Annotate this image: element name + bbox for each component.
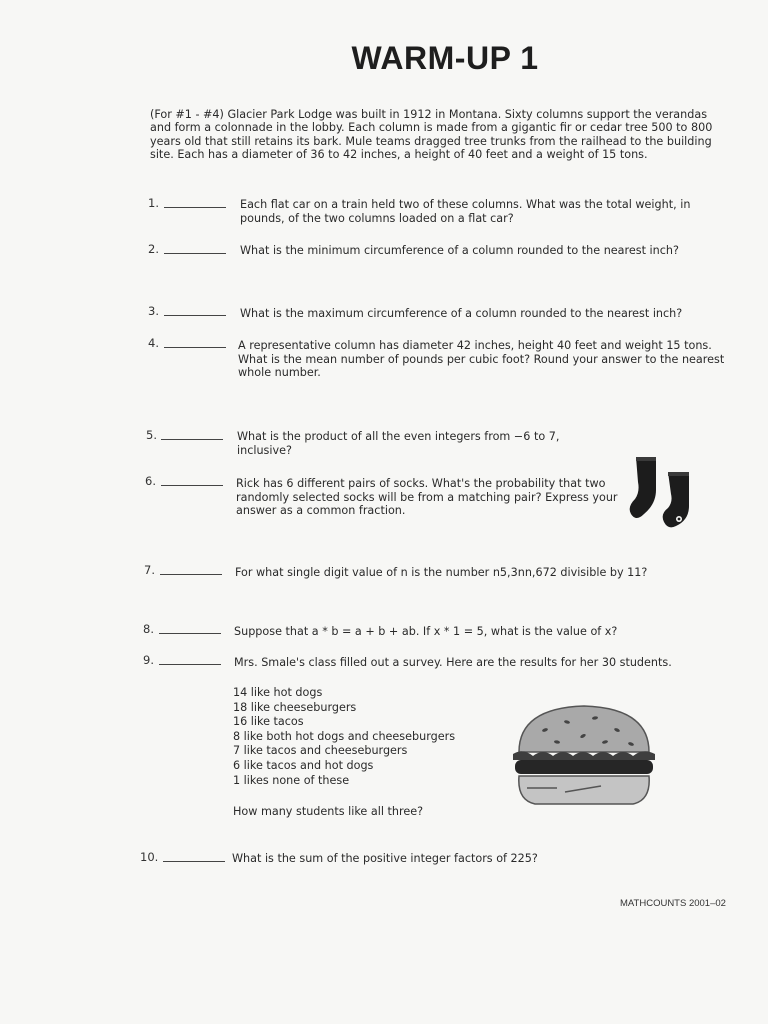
- problem-number: 7.: [144, 563, 155, 577]
- answer-blank[interactable]: [164, 253, 226, 254]
- survey-line: 6 like tacos and hot dogs: [233, 758, 374, 772]
- intro-paragraph: (For #1 - #4) Glacier Park Lodge was built in 1912 in Montana. Sixty columns support the verandas and form a colonnade in the lobby. Each column is made from a gigantic fir or cedar tree 500 to 800 years old that still retains its bark. Mule teams dragged tree trunks from the railhead to the building site. Each has a diameter of 36 to 42 inches, a height of 40 feet and a weight of 15 tons.: [150, 108, 713, 162]
- problem-text: Suppose that a * b = a + b + ab. If x * 1 = 5, what is the value of x?: [234, 625, 618, 638]
- answer-blank[interactable]: [159, 664, 221, 665]
- page-title: WARM-UP 1: [351, 40, 539, 76]
- survey-line: 14 like hot dogs: [233, 686, 323, 699]
- survey-results: [233, 686, 493, 788]
- answer-blank[interactable]: [164, 347, 226, 348]
- survey-line: 18 like cheeseburgers: [233, 700, 357, 714]
- answer-blank[interactable]: [161, 485, 223, 486]
- problem-number: 9.: [143, 653, 154, 667]
- answer-blank[interactable]: [159, 633, 221, 634]
- problem-text: A representative column has diameter 42 inches, height 40 feet and weight 15 tons. What is the mean number of pounds per cubic foot? Round your answer to the nearest whole number.: [238, 339, 725, 380]
- problem-text: What is the sum of the positive integer factors of 225?: [232, 852, 538, 865]
- problem-number: 2.: [148, 242, 159, 256]
- answer-blank[interactable]: [163, 861, 225, 862]
- problem-number: 10.: [140, 850, 159, 864]
- answer-blank[interactable]: [160, 574, 222, 575]
- problem-text: What is the maximum circumference of a column rounded to the nearest inch?: [240, 307, 683, 320]
- socks-icon: [626, 452, 708, 530]
- problem-number: 1.: [148, 196, 159, 210]
- problem-text: For what single digit value of n is the number n5,3nn,672 divisible by 11?: [235, 566, 648, 579]
- problem-number: 6.: [145, 474, 156, 488]
- problem-text: Mrs. Smale's class filled out a survey. Here are the results for her 30 students.: [234, 656, 672, 669]
- survey-line: 8 like both hot dogs and cheeseburgers: [233, 729, 456, 743]
- problem-text: What is the product of all the even integers from −6 to 7, inclusive?: [237, 430, 560, 457]
- hamburger-icon: [505, 700, 663, 812]
- problem-text: Each flat car on a train held two of these columns. What was the total weight, in pounds, of the two columns loaded on a flat car?: [240, 198, 691, 225]
- problem-text: Rick has 6 different pairs of socks. What's the probability that two randomly selected socks will be from a matching pair? Express your answer as a common fraction.: [236, 477, 618, 518]
- problem-number: 4.: [148, 336, 159, 350]
- survey-line: 1 likes none of these: [233, 773, 350, 787]
- problem-number: 3.: [148, 304, 159, 318]
- answer-blank[interactable]: [164, 207, 226, 208]
- answer-blank[interactable]: [161, 439, 223, 440]
- footer-credit: MATHCOUNTS 2001–02: [620, 898, 726, 909]
- answer-blank[interactable]: [164, 315, 226, 316]
- survey-line: 16 like tacos: [233, 715, 304, 729]
- survey-line: 7 like tacos and cheeseburgers: [233, 744, 408, 758]
- problem-number: 5.: [146, 428, 157, 442]
- survey-question: How many students like all three?: [233, 805, 424, 818]
- problem-number: 8.: [143, 622, 154, 636]
- problem-text: What is the minimum circumference of a column rounded to the nearest inch?: [240, 244, 679, 257]
